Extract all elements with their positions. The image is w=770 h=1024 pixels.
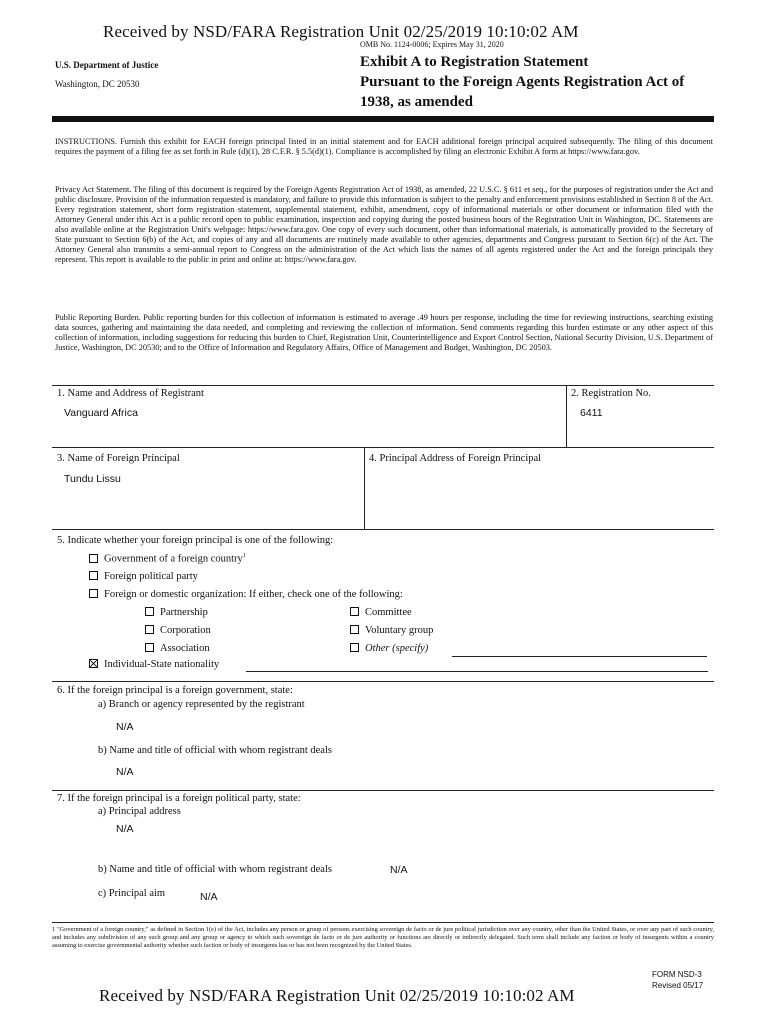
q7b-label: b) Name and title of official with whom registrant deals [98, 864, 332, 875]
header-rule [52, 116, 714, 122]
q6-label: 6. If the foreign principal is a foreign government, state: [57, 685, 293, 696]
q7b-value: N/A [390, 864, 408, 876]
checkbox-organization[interactable] [89, 589, 98, 598]
option-other[interactable]: Other (specify) [350, 643, 428, 654]
option-association[interactable]: Association [145, 643, 210, 654]
foreign-principal-label: 3. Name of Foreign Principal [57, 453, 180, 464]
q6b-value: N/A [116, 766, 134, 778]
checkbox-corporation[interactable] [145, 625, 154, 634]
divider [52, 385, 714, 386]
principal-address-label: 4. Principal Address of Foreign Principal [369, 453, 542, 464]
agency-name: U.S. Department of Justice [55, 60, 159, 70]
registrant-value: Vanguard Africa [64, 407, 138, 419]
checkbox-partnership[interactable] [145, 607, 154, 616]
option-individual[interactable]: Individual-State nationality [89, 659, 219, 670]
title-line-3: 1938, as amended [360, 94, 473, 110]
q7c-value: N/A [200, 891, 218, 903]
other-specify-line[interactable] [452, 656, 707, 657]
privacy-act-paragraph: Privacy Act Statement. The filing of this document is required by the Foreign Agents Registration Act of 1938, as amended, 22 U.S.C. § 611 et seq., for the purposes of registration under the Act and public disclosure. Provision of the information requested is mandatory, and failure to provide this information is subject to the penalty and enforcement provisions established in Section 8 of the Act. Every registration statement, short form registration statement, supplemental statement, exhibit, amendment, copy of informational materials or other document or information filed with the Attorney General under this Act is a public record open to public examination, inspection and copying during the posted business hours of the Registration Unit in Washington, DC. Statements are also available online at the Registration Unit's webpage: https://www.fara.gov. One copy of every such document, other than informational materials, is automatically provided to the Secretary of State pursuant to Section 6(b) of the Act, and copies of any and all documents are routinely made available to other agencies, departments and Congress pursuant to Section 6(c) of the Act. The Attorney General also transmits a semi-annual report to Congress on the administration of the Act which lists the names of all agents registered under the Act and the foreign principals they represent. This report is available to the public in print and online at: https://www.fara.gov. [55, 185, 713, 264]
form-title [360, 52, 730, 112]
form-number: FORM NSD-3 Revised 05/17 [652, 970, 704, 990]
registration-no-value: 6411 [580, 407, 603, 419]
q7-label: 7. If the foreign principal is a foreign political party, state: [57, 793, 301, 804]
instructions-paragraph: INSTRUCTIONS. Furnish this exhibit for EACH foreign principal listed in an initial statement and for EACH additional foreign principal acquired subsequently. The filing of this document requires the payment of a filing fee as set forth in Rule (d)(1), 28 C.F.R. § 5.5(d)(1). Compliance is accomplished by filing an electronic Exhibit A form at https://www.fara.gov. [55, 137, 713, 156]
q6a-value: N/A [116, 721, 134, 733]
q6a-label: a) Branch or agency represented by the registrant [98, 699, 305, 710]
received-stamp-bottom: Received by NSD/FARA Registration Unit 02/25/2019 10:10:02 AM [99, 986, 575, 1005]
option-committee[interactable]: Committee [350, 607, 412, 618]
registrant-label: 1. Name and Address of Registrant [57, 388, 204, 399]
divider [52, 790, 714, 791]
option-voluntary-group[interactable]: Voluntary group [350, 625, 433, 636]
checkbox-association[interactable] [145, 643, 154, 652]
q7a-label: a) Principal address [98, 806, 181, 817]
received-stamp-top: Received by NSD/FARA Registration Unit 02/25/2019 10:10:02 AM [103, 22, 579, 41]
title-line-2: Pursuant to the Foreign Agents Registration Act of [360, 74, 685, 90]
omb-number: OMB No. 1124-0006; Expires May 31, 2020 [360, 40, 504, 49]
checkbox-committee[interactable] [350, 607, 359, 616]
option-political-party[interactable]: Foreign political party [89, 571, 198, 582]
divider [52, 529, 714, 530]
q7a-value: N/A [116, 823, 134, 835]
agency-city: Washington, DC 20530 [55, 79, 140, 89]
divider [52, 447, 714, 448]
divider [52, 922, 714, 923]
foreign-principal-value: Tundu Lissu [64, 473, 121, 485]
divider [52, 681, 714, 682]
title-line-1: Exhibit A to Registration Statement [360, 54, 589, 70]
option-government[interactable]: Government of a foreign country$^1$ [89, 553, 246, 565]
checkbox-other[interactable] [350, 643, 359, 652]
option-organization[interactable]: Foreign or domestic organization: If either, check one of the following: [89, 589, 403, 600]
divider [364, 447, 365, 529]
option-corporation[interactable]: Corporation [145, 625, 211, 636]
nationality-line[interactable] [246, 671, 708, 672]
checkbox-voluntary-group[interactable] [350, 625, 359, 634]
checkbox-political-party[interactable] [89, 571, 98, 580]
q6b-label: b) Name and title of official with whom registrant deals [98, 745, 332, 756]
checkbox-individual-checked[interactable] [89, 659, 98, 668]
checkbox-government[interactable] [89, 554, 98, 563]
registration-no-label: 2. Registration No. [571, 388, 651, 399]
q5-label: 5. Indicate whether your foreign principal is one of the following: [57, 535, 334, 546]
option-partnership[interactable]: Partnership [145, 607, 208, 618]
divider [566, 385, 567, 447]
q7c-label: c) Principal aim [98, 888, 166, 899]
footnote-government-definition: 1 "Government of a foreign country," as defined in Section 1(e) of the Act, includes any person or group of persons exercising sovereign de facto or de jure political jurisdiction over any country, other than the United States, or over any part of such country, and includes any subdivision of any such group and any group or agency to which such sovereign de facto or de jure authority or functions are directly or indirectly delegated. Such term shall include any faction or body of insurgents within a country assuming to exercise governmental authority whether such faction or body of insurgents has or has not been recognized by the United States. [52, 926, 714, 950]
reporting-burden-paragraph: Public Reporting Burden. Public reporting burden for this collection of information is estimated to average .49 hours per response, including the time for reviewing instructions, searching existing data sources, gathering and maintaining the data needed, and completing and reviewing the collection of information. Send comments regarding this burden estimate or any other aspect of this collection of information, including suggestions for reducing this burden to Chief, Registration Unit, Counterintelligence and Export Control Section, National Security Division, U.S. Department of Justice, Washington, DC 20530; and to the Office of Information and Regulatory Affairs, Office of Management and Budget, Washington, DC 20503. [55, 313, 713, 352]
